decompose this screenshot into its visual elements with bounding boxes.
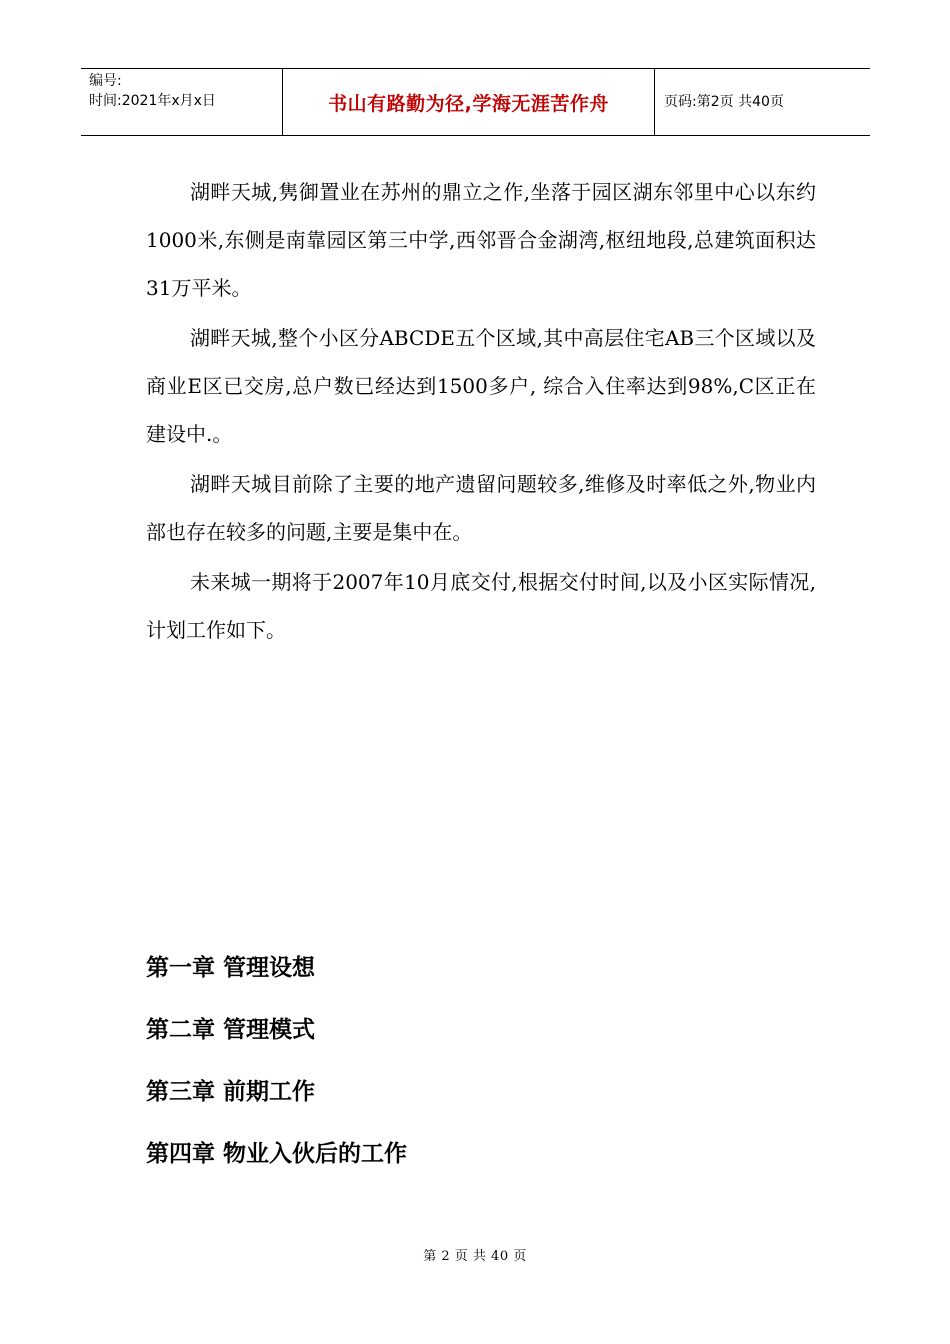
time-label: 时间:2021年x月x日 bbox=[89, 93, 216, 109]
chapter-heading-2: 第二章 管理模式 bbox=[146, 1017, 316, 1043]
paragraph-intro: 湖畔天城,隽御置业在苏州的鼎立之作,坐落于园区湖东邻里中心以东约1000米,东侧是南靠园区第三中学,西邻晋合金湖湾,枢纽地段,总建筑面积达31万平米。 bbox=[146, 180, 816, 300]
chapter-heading-4: 第四章 物业入伙后的工作 bbox=[146, 1141, 408, 1167]
header-motto-cell bbox=[282, 69, 655, 135]
header-page-info: 页码:第2页 共40页 bbox=[664, 94, 784, 110]
page-footer: 第 2 页 共 40 页 bbox=[423, 1249, 527, 1264]
page-header bbox=[81, 68, 870, 136]
paragraph-zones: 湖畔天城,整个小区分ABCDE五个区域,其中高层住宅AB三个区域以及商业E区已交房,总户数已经达到1500多户, 综合入住率达到98%,C区正在建设中.。 bbox=[146, 326, 816, 446]
serial-label: 编号: bbox=[89, 73, 122, 89]
header-meta-cell bbox=[81, 69, 281, 135]
header-motto: 书山有路勤为径,学海无涯苦作舟 bbox=[328, 92, 609, 115]
body-text bbox=[146, 168, 816, 656]
chapter-list bbox=[146, 948, 746, 1196]
chapter-heading-1: 第一章 管理设想 bbox=[146, 955, 316, 981]
chapter-heading-3: 第三章 前期工作 bbox=[146, 1079, 316, 1105]
paragraph-plan: 未来城一期将于2007年10月底交付,根据交付时间,以及小区实际情况,计划工作如下。 bbox=[146, 570, 816, 642]
paragraph-issues: 湖畔天城目前除了主要的地产遗留问题较多,维修及时率低之外,物业内部也存在较多的问题,主要是集中在。 bbox=[146, 472, 816, 544]
header-page-cell bbox=[656, 69, 870, 135]
